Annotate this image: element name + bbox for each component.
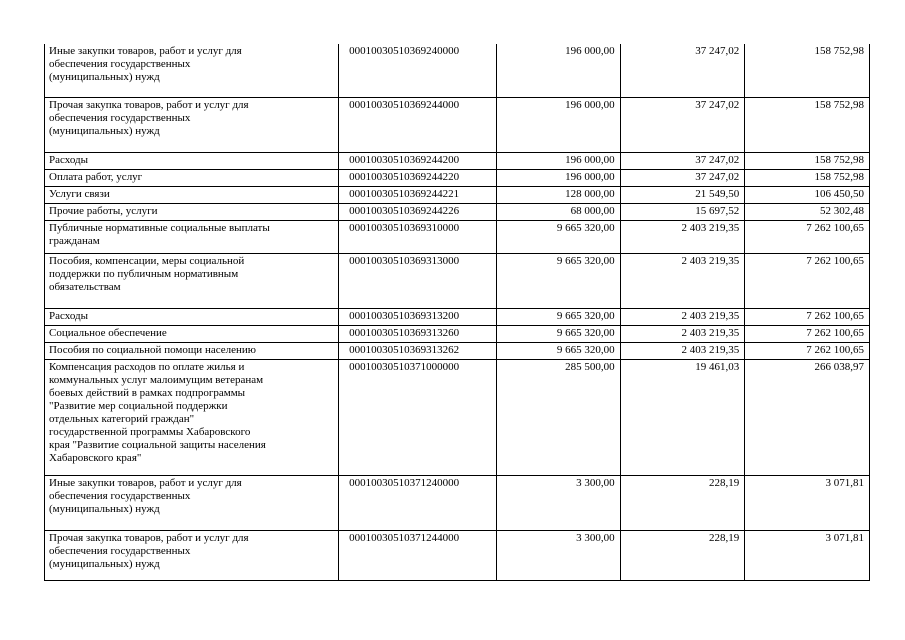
expense-name-cell: Прочая закупка товаров, работ и услуг для обеспечения государственных (муниципальных) нужд (45, 530, 339, 580)
executed-amount-cell: 2 403 219,35 (620, 342, 745, 359)
approved-amount-cell: 3 300,00 (496, 530, 620, 580)
budget-code-cell: 00010030510369313262 (339, 342, 497, 359)
approved-amount-cell: 9 665 320,00 (496, 342, 620, 359)
table-row (45, 253, 870, 308)
approved-amount-cell: 9 665 320,00 (496, 325, 620, 342)
executed-amount-cell: 228,19 (620, 475, 745, 530)
unexecuted-amount-cell: 158 752,98 (745, 152, 870, 169)
approved-amount-cell: 196 000,00 (496, 169, 620, 186)
executed-amount-cell: 2 403 219,35 (620, 253, 745, 308)
unexecuted-amount-cell: 266 038,97 (745, 359, 870, 475)
budget-code-cell: 00010030510371000000 (339, 359, 497, 475)
expense-name-cell: Расходы (45, 308, 339, 325)
executed-amount-cell: 37 247,02 (620, 169, 745, 186)
table-row (45, 169, 870, 186)
unexecuted-amount-cell: 7 262 100,65 (745, 308, 870, 325)
budget-code-cell: 00010030510369244226 (339, 203, 497, 220)
table-body (45, 44, 870, 580)
table-row (45, 152, 870, 169)
expense-name-cell: Иные закупки товаров, работ и услуг для обеспечения государственных (муниципальных) нужд (45, 475, 339, 530)
approved-amount-cell: 9 665 320,00 (496, 220, 620, 253)
executed-amount-cell: 19 461,03 (620, 359, 745, 475)
executed-amount-cell: 2 403 219,35 (620, 308, 745, 325)
executed-amount-cell: 15 697,52 (620, 203, 745, 220)
table-row (45, 359, 870, 475)
budget-code-cell: 00010030510369244000 (339, 97, 497, 152)
table-row (45, 325, 870, 342)
unexecuted-amount-cell: 3 071,81 (745, 530, 870, 580)
unexecuted-amount-cell: 7 262 100,65 (745, 253, 870, 308)
budget-code-cell: 00010030510369313200 (339, 308, 497, 325)
expense-name-cell: Иные закупки товаров, работ и услуг для обеспечения государственных (муниципальных) нужд (45, 44, 339, 97)
table-row (45, 220, 870, 253)
executed-amount-cell: 37 247,02 (620, 152, 745, 169)
table-row (45, 203, 870, 220)
expense-name-cell: Расходы (45, 152, 339, 169)
approved-amount-cell: 196 000,00 (496, 44, 620, 97)
approved-amount-cell: 3 300,00 (496, 475, 620, 530)
expense-name-cell: Услуги связи (45, 186, 339, 203)
table-row (45, 308, 870, 325)
budget-code-cell: 00010030510369310000 (339, 220, 497, 253)
budget-execution-table (44, 44, 870, 581)
expense-name-cell: Прочие работы, услуги (45, 203, 339, 220)
budget-code-cell: 00010030510369244200 (339, 152, 497, 169)
unexecuted-amount-cell: 7 262 100,65 (745, 325, 870, 342)
expense-name-cell: Компенсация расходов по оплате жилья и коммунальных услуг малоимущим ветеранам боевых действий в рамках подпрограммы "Развитие мер социальной поддержки отдельных категорий граждан" государственной программы Хабаровского края "Развитие социальной защиты населения Хабаровского края" (45, 359, 339, 475)
approved-amount-cell: 9 665 320,00 (496, 308, 620, 325)
unexecuted-amount-cell: 3 071,81 (745, 475, 870, 530)
unexecuted-amount-cell: 158 752,98 (745, 169, 870, 186)
approved-amount-cell: 68 000,00 (496, 203, 620, 220)
expense-name-cell: Пособия по социальной помощи населению (45, 342, 339, 359)
budget-code-cell: 00010030510369313260 (339, 325, 497, 342)
executed-amount-cell: 37 247,02 (620, 44, 745, 97)
expense-name-cell: Пособия, компенсации, меры социальной поддержки по публичным нормативным обязательствам (45, 253, 339, 308)
unexecuted-amount-cell: 106 450,50 (745, 186, 870, 203)
executed-amount-cell: 21 549,50 (620, 186, 745, 203)
expense-name-cell: Социальное обеспечение (45, 325, 339, 342)
expense-name-cell: Оплата работ, услуг (45, 169, 339, 186)
unexecuted-amount-cell: 158 752,98 (745, 97, 870, 152)
approved-amount-cell: 9 665 320,00 (496, 253, 620, 308)
table-row (45, 475, 870, 530)
expense-name-cell: Публичные нормативные социальные выплаты гражданам (45, 220, 339, 253)
budget-code-cell: 00010030510369244221 (339, 186, 497, 203)
approved-amount-cell: 128 000,00 (496, 186, 620, 203)
budget-code-cell: 00010030510371240000 (339, 475, 497, 530)
executed-amount-cell: 2 403 219,35 (620, 220, 745, 253)
unexecuted-amount-cell: 158 752,98 (745, 44, 870, 97)
unexecuted-amount-cell: 52 302,48 (745, 203, 870, 220)
table-row (45, 530, 870, 580)
table-row (45, 44, 870, 97)
budget-code-cell: 00010030510369240000 (339, 44, 497, 97)
budget-code-cell: 00010030510369313000 (339, 253, 497, 308)
approved-amount-cell: 285 500,00 (496, 359, 620, 475)
budget-code-cell: 00010030510369244220 (339, 169, 497, 186)
expense-name-cell: Прочая закупка товаров, работ и услуг для обеспечения государственных (муниципальных) нужд (45, 97, 339, 152)
table-row (45, 186, 870, 203)
approved-amount-cell: 196 000,00 (496, 97, 620, 152)
table-row (45, 342, 870, 359)
executed-amount-cell: 228,19 (620, 530, 745, 580)
table-row (45, 97, 870, 152)
budget-code-cell: 00010030510371244000 (339, 530, 497, 580)
executed-amount-cell: 37 247,02 (620, 97, 745, 152)
executed-amount-cell: 2 403 219,35 (620, 325, 745, 342)
approved-amount-cell: 196 000,00 (496, 152, 620, 169)
unexecuted-amount-cell: 7 262 100,65 (745, 342, 870, 359)
unexecuted-amount-cell: 7 262 100,65 (745, 220, 870, 253)
